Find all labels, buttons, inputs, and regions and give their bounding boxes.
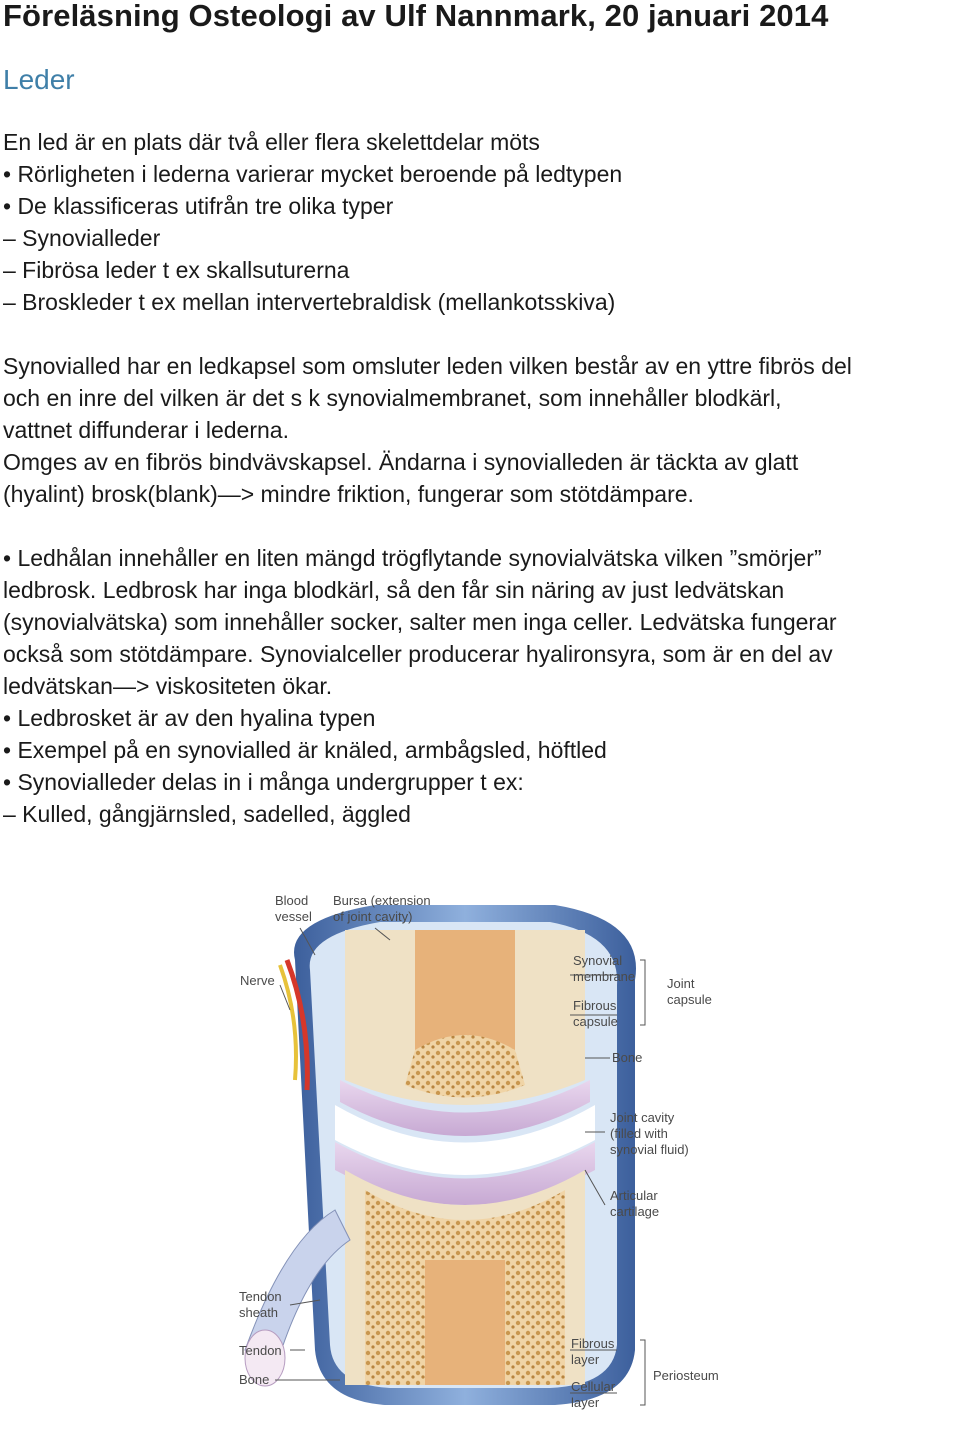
page-title: Föreläsning Osteologi av Ulf Nannmark, 20 januari 2014: [3, 0, 829, 33]
label-cellular-layer: Cellular: [571, 1379, 616, 1394]
label-cellular-layer: layer: [571, 1395, 600, 1410]
synovial-joint-diagram: [225, 880, 745, 1420]
bullet-line: • Exempel på en synovialled är knäled, armbågsled, höftled: [3, 737, 607, 763]
sub-item-line: – Broskleder t ex mellan intervertebraldisk (mellankotsskiva): [3, 289, 616, 315]
label-joint-cavity: synovial fluid): [610, 1142, 689, 1157]
label-bursa: Bursa (extension: [333, 893, 431, 908]
label-articular-cartilage: Articular: [610, 1188, 658, 1203]
bullet-line: • Ledhålan innehåller en liten mängd trögflytande synovialvätska vilken ”smörjer”: [3, 545, 822, 571]
paragraph-line: Omges av en fibrös bindvävskapsel. Ändarna i synovialleden är täckta av glatt: [3, 449, 799, 475]
sub-item-line: – Synovialleder: [3, 225, 161, 251]
label-fibrous-layer: Fibrous: [571, 1336, 615, 1351]
sub-item-line: – Kulled, gångjärnsled, sadelled, äggled: [3, 801, 411, 827]
label-tendon-sheath: sheath: [239, 1305, 279, 1320]
paragraph-line: ledvätskan—> viskositeten ökar.: [3, 673, 333, 699]
lower-medullary-cavity: [425, 1260, 505, 1385]
paragraph-line: Synovialled har en ledkapsel som omsluter leden vilken består av en yttre fibrös del: [3, 353, 852, 379]
label-bone-top: Bone: [612, 1050, 643, 1065]
text-line-intro: En led är en plats där två eller flera skelettdelar möts: [3, 129, 540, 155]
paragraph-line: ledbrosk. Ledbrosk har inga blodkärl, så den får sin näring av just ledvätskan: [3, 577, 785, 603]
label-fibrous-capsule: capsule: [573, 1014, 618, 1029]
label-joint-capsule: capsule: [667, 992, 712, 1007]
paragraph-line: (synovialvätska) som innehåller socker, salter men inga celler. Ledvätska fungerar: [3, 609, 837, 635]
sub-item-line: – Fibrösa leder t ex skallsuturerna: [3, 257, 350, 283]
synovial-joint-illustration: [225, 880, 745, 1420]
label-joint-cavity: (filled with: [610, 1126, 668, 1141]
medullary-cavity: [415, 930, 515, 1050]
label-fibrous-capsule: Fibrous: [573, 998, 617, 1013]
paragraph-line: också som stötdämpare. Synovialceller producerar hyalironsyra, som är en del av: [3, 641, 833, 667]
paragraph-line: (hyalint) brosk(blank)—> mindre friktion, fungerar som stötdämpare.: [3, 481, 694, 507]
label-joint-cavity: Joint cavity: [610, 1110, 675, 1125]
label-articular-cartilage: cartilage: [610, 1204, 660, 1219]
label-bone-bottom: Bone: [239, 1372, 270, 1387]
paragraph-line: vattnet diffunderar i lederna.: [3, 417, 289, 443]
bullet-line: • Ledbrosket är av den hyalina typen: [3, 705, 376, 731]
label-fibrous-layer: layer: [571, 1352, 600, 1367]
label-tendon: Tendon: [239, 1343, 282, 1358]
section-heading: Leder: [3, 64, 75, 95]
paragraph-line: och en inre del vilken är det s k synovialmembranet, som innehåller blodkärl,: [3, 385, 782, 411]
label-periosteum: Periosteum: [653, 1368, 719, 1383]
label-bursa: of joint cavity): [333, 909, 413, 924]
label-synovial-membrane: membrane: [573, 969, 636, 984]
label-blood-vessel: vessel: [275, 909, 312, 924]
label-blood-vessel: Blood: [275, 893, 309, 908]
bullet-line: • Synovialleder delas in i många undergrupper t ex:: [3, 769, 524, 795]
bullet-line: • De klassificeras utifrån tre olika typer: [3, 193, 394, 219]
label-tendon-sheath: Tendon: [239, 1289, 282, 1304]
label-synovial-membrane: Synovial: [573, 953, 623, 968]
label-joint-capsule: Joint: [667, 976, 695, 991]
bullet-line: • Rörligheten i lederna varierar mycket beroende på ledtypen: [3, 161, 623, 187]
label-nerve: Nerve: [240, 973, 275, 988]
